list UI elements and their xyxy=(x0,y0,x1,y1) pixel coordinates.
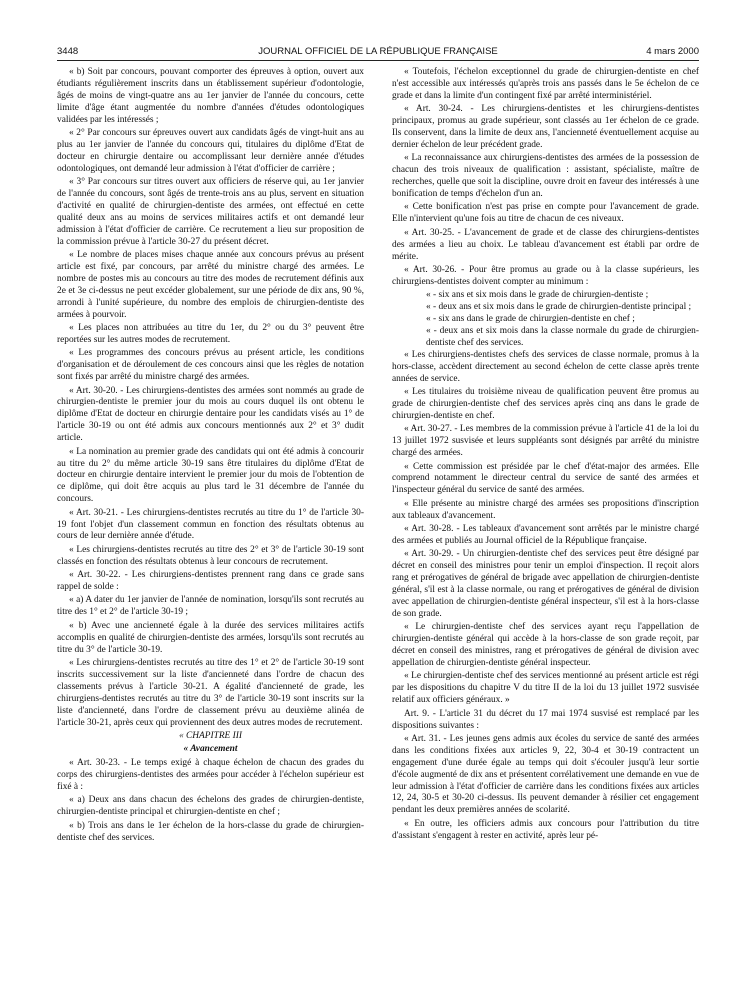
paragraph: « Le chirurgien-dentiste chef des services ayant reçu l'appellation de chirurgien-dentiste général qui accède à la hors-classe de son grade reçoit, par décret en conseil des ministres, rang et prérogatives de général de division avec appellation de chirurgien-dentiste général inspecteur. xyxy=(392,622,699,668)
publication-date: 4 mars 2000 xyxy=(646,46,699,57)
paragraph: « Art. 30-26. - Pour être promus au grade ou à la classe supérieurs, les chirurgiens-dentistes doivent compter au minimum : xyxy=(392,265,699,287)
paragraph: « Art. 30-29. - Un chirurgien-dentiste chef des services peut être désigné par décret en conseil des ministres pour tenir un emploi d'inspection. Il reçoit alors rang et prérogatives de général de brigade avec appellation de chirurgien-dentiste général, s'il est à la classe normale, ou rang et prérogatives de général de division avec appellation de chirurgien-dentiste général inspecteur, s'il est à la hors-classe de son grade. xyxy=(392,549,699,619)
paragraph: « Art. 30-23. - Le temps exigé à chaque échelon de chacun des grades du corps des chirurgiens-dentistes des armées pour accéder à l'échelon supérieur est fixé à : xyxy=(57,758,364,793)
paragraph: « Les chirurgiens-dentistes chefs des services de classe normale, promus à la hors-classe, accèdent directement au second échelon de cette classe après trente années de service. xyxy=(392,349,699,384)
paragraph: « Toutefois, l'échelon exceptionnel du grade de chirurgien-dentiste en chef n'est accessible aux intéressés qu'après trois ans passés dans le 5e échelon de ce grade et dans la limite d'un contingent fixé par arrêté interministériel. xyxy=(392,67,699,101)
paragraph: « Art. 30-25. - L'avancement de grade et de classe des chirurgiens-dentistes des armées a lieu au choix. Le tableau d'avancement est établi par ordre de mérite. xyxy=(392,227,699,262)
paragraph: « Art. 31. - Les jeunes gens admis aux écoles du service de santé des armées dans les conditions fixées aux articles 9, 22, 30-4 et 30-19 contractent un engagement d'une durée égale au temps qui doit s'écouler jusqu'à leur sortie d'école augmenté de dix ans et présentent corrélativement une demande en vue de leur admission à l'état d'officier de carrière dans les conditions fixées aux articles 12, 24, 30-5 et 30-20 ci-dessus. Ils peuvent demander à résilier cet engagement pendant les deux premières années de scolarité. xyxy=(392,733,699,816)
paragraph: « Cette bonification n'est pas prise en compte pour l'avancement de grade. Elle n'intervient qu'une fois au titre de chacun de ces niveaux. xyxy=(392,202,699,225)
paragraph: « Les programmes des concours prévus au présent article, les conditions d'organisation et de déroulement de ces concours ainsi que les règles de notation sont fixés par arrêté du ministre chargé des armées. xyxy=(57,348,364,383)
paragraph: « a) Deux ans dans chacun des échelons des grades de chirurgien-dentiste, chirurgien-dentiste principal et chirurgien-dentiste en chef ; xyxy=(57,795,364,818)
paragraph: « Art. 30-22. - Les chirurgiens-dentistes prennent rang dans ce grade sans rappel de solde : xyxy=(57,570,364,593)
paragraph: « b) Avec une ancienneté égale à la durée des services militaires actifs accomplis en qualité de chirurgien-dentiste des armées, lorsqu'ils sont recrutés au titre du 3° de l'article 30-19. xyxy=(57,620,364,655)
paragraph: « b) Soit par concours, pouvant comporter des épreuves à option, ouvert aux étudiants régulièrement inscrits dans un établissement supérieur d'odontologie, âgés de moins de vingt-quatre ans au 1er janvier de l'année du concours, cette limite d'âge étant augmentée du nombre d'années d'études odontologiques validées par les intéressés ; xyxy=(57,67,364,125)
page-number: 3448 xyxy=(57,46,79,57)
paragraph: « En outre, les officiers admis aux concours pour l'attribution du titre d'assistant s'engagent à rester en activité, après leur pé- xyxy=(392,818,699,841)
chapter-number: « CHAPITRE III xyxy=(178,731,242,742)
right-column xyxy=(392,67,699,844)
paragraph: « Le chirurgien-dentiste chef des services mentionné au présent article est régi par les dispositions du chapitre V du titre II de la loi du 13 juillet 1972 susvisée relatif aux officiers généraux. » xyxy=(392,671,699,706)
paragraph: « La reconnaissance aux chirurgiens-dentistes des armées de la possession de chacun des trois niveaux de qualification : assistant, spécialiste, maître de recherches, quelle que soit la discipline, ouvre droit en faveur des intéressés à une bonification de temps d'échelon d'un an. xyxy=(392,153,699,200)
chapter-title: « Avancement xyxy=(183,744,238,755)
paragraph: « Art. 30-27. - Les membres de la commission prévue à l'article 41 de la loi du 13 juillet 1972 susvisée et leurs suppléants sont désignés par arrêté du ministre chargé des armées. xyxy=(392,424,699,459)
paragraph: « 2° Par concours sur épreuves ouvert aux candidats âgés de vingt-huit ans au plus au 1er janvier de l'année du concours qui, titulaires du diplôme d'Etat de docteur en chirurgie dentaire ou accomplissant leur dernière année d'études odontologiques, ont demandé leur admission à l'état d'officier de carrière ; xyxy=(57,128,364,174)
article-heading: Art. 9. - L'article 31 du décret du 17 mai 1974 susvisé est remplacé par les dispositions suivantes : xyxy=(392,708,699,731)
paragraph: « Les places non attribuées au titre du 1er, du 2° ou du 3° peuvent être reportées sur les autres modes de recrutement. xyxy=(57,323,364,345)
paragraph: « Art. 30-21. - Les chirurgiens-dentistes recrutés au titre du 1° de l'article 30-19 font l'objet d'un classement commun en fonction des résultats obtenus au cours de leur dernière année d'étude. xyxy=(57,507,364,542)
journal-title: JOURNAL OFFICIEL DE LA RÉPUBLIQUE FRANÇAISE xyxy=(258,46,498,57)
paragraph: « Le nombre de places mises chaque année aux concours prévus au présent article est fixé, par concours, par arrêté du ministre chargé des armées. Le nombre de postes mis au concours au titre des modes de recrutement définis aux 2e et 3e ci-dessus ne peut excéder globalement, sur une période de dix ans, 90 %, arrondi à l'unité supérieure, du nombre des emplois de chirurgien-dentiste des armées à pourvoir. xyxy=(57,250,364,320)
paragraph: « b) Trois ans dans le 1er échelon de la hors-classe du grade de chirurgien-dentiste chef des services. xyxy=(57,820,364,843)
left-column xyxy=(57,67,364,846)
paragraph: « Art. 30-24. - Les chirurgiens-dentistes et les chirurgiens-dentistes principaux, promus au grade supérieur, sont classés au 1er échelon de ce grade. Ils conservent, dans la limite de deux ans, l'ancienneté éventuellement acquise au dernier échelon de leur précédent grade. xyxy=(392,104,699,150)
paragraph: « Les titulaires du troisième niveau de qualification peuvent être promus au grade de chirurgien-dentiste chef des services après cinq ans dans le grade de chirurgien-dentiste en chef. xyxy=(392,387,699,421)
paragraph: « Art. 30-28. - Les tableaux d'avancement sont arrêtés par le ministre chargé des armées et publiés au Journal officiel de la République française. xyxy=(392,524,699,546)
list-item: « - deux ans et six mois dans la classe normale du grade de chirurgien-dentiste chef des services. xyxy=(426,326,699,348)
list-item: « - six ans dans le grade de chirurgien-dentiste en chef ; xyxy=(426,314,635,325)
paragraph: « Elle présente au ministre chargé des armées ses propositions d'inscription aux tableaux d'avancement. xyxy=(392,498,699,521)
paragraph: « Cette commission est présidée par le chef d'état-major des armées. Elle comprend notamment le directeur central du service de santé des armées et l'inspecteur général du service de santé des armées. xyxy=(392,461,699,496)
paragraph: « a) A dater du 1er janvier de l'année de nomination, lorsqu'ils sont recrutés au titre des 1° et 2° de l'article 30-19 ; xyxy=(57,595,364,618)
paragraph: « Les chirurgiens-dentistes recrutés au titre des 1° et 2° de l'article 30-19 sont inscrits successivement sur la liste d'ancienneté dans l'ordre de chacun des classements prévus à l'article 30-21. A égalité d'ancienneté de grade, les chirurgiens-dentistes recrutés au titre du 3° de l'article 30-19 sont inscrits sur la liste d'ancienneté, dans l'ordre de classement prévu au deuxième alinéa de l'article 30-21, après ceux qui proviennent des deux autres modes de recrutement. xyxy=(57,658,364,728)
paragraph: « 3° Par concours sur titres ouvert aux officiers de réserve qui, au 1er janvier de l'année du concours, sont âgés de trente-trois ans au plus, servent en situation d'activité en qualité de chirurgien-dentiste des armées, ont effectué en cette qualité deux ans au moins de services militaires actifs et ont demandé leur admission à l'état d'officier de carrière. Ce recrutement a lieu sur proposition de la commission prévue à l'article 30-27 du présent décret. xyxy=(57,177,364,247)
header-rule xyxy=(57,60,699,61)
paragraph: « La nomination au premier grade des candidats qui ont été admis à concourir au titre du 2° du même article 30-19 sans être titulaires du diplôme d'Etat de docteur en chirurgie dentaire intervient le premier jour du mois de l'obtention de ce diplôme, qui doit être acquis au plus tard le 31 décembre de l'année du concours. xyxy=(57,446,364,505)
page-header xyxy=(57,46,699,60)
paragraph: « Art. 30-20. - Les chirurgiens-dentistes des armées sont nommés au grade de chirurgien-dentiste le premier jour du mois au cours duquel ils ont obtenu le diplôme d'Etat de docteur en chirurgie dentaire pour les candidats visés au 1° de l'article 30-19 ou ont été admis aux concours mentionnés aux 2° et 3° dudit article. xyxy=(57,385,364,444)
paragraph: « Les chirurgiens-dentistes recrutés au titre des 2° et 3° de l'article 30-19 sont classés en fonction des résultats obtenus à leur concours de recrutement. xyxy=(57,544,364,567)
list-item: « - deux ans et six mois dans le grade de chirurgien-dentiste principal ; xyxy=(426,302,692,313)
list-item: « - six ans et six mois dans le grade de chirurgien-dentiste ; xyxy=(426,290,649,301)
